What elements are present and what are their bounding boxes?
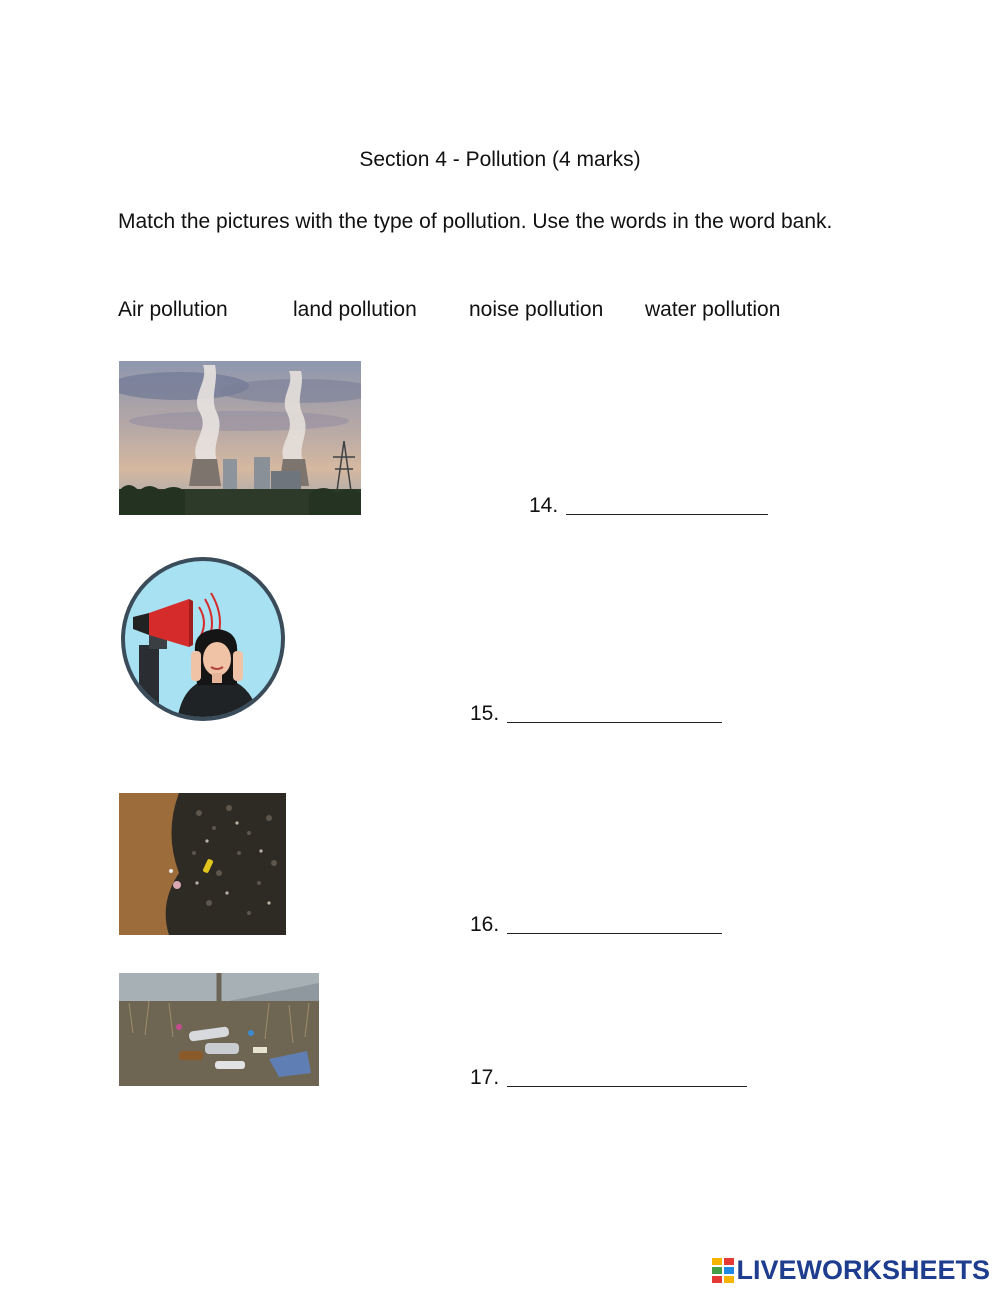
roadside-litter-image (119, 973, 319, 1086)
word-bank-noise: noise pollution (469, 298, 604, 321)
answer-14-input[interactable] (566, 496, 768, 515)
word-bank-air: Air pollution (118, 298, 228, 321)
power-plant-smokestacks-image (119, 361, 361, 515)
question-16-number: 16. (470, 913, 500, 936)
question-15 (470, 702, 722, 726)
question-17-number: 17. (470, 1066, 500, 1089)
question-17 (470, 1066, 747, 1090)
logo-text: LIVEWORKSHEETS (736, 1255, 990, 1285)
section-title: Section 4 - Pollution (4 marks) (359, 148, 641, 171)
word-bank-water: water pollution (645, 298, 781, 321)
question-14-number: 14. (529, 494, 559, 517)
instructions: Match the pictures with the type of pollution. Use the words in the word bank. (118, 210, 833, 233)
logo-tiles-icon (712, 1258, 734, 1284)
answer-16-input[interactable] (507, 915, 722, 934)
question-14 (529, 494, 768, 518)
question-15-number: 15. (470, 702, 500, 725)
woman-covering-ears-megaphone-image (119, 555, 287, 723)
answer-15-input[interactable] (507, 704, 722, 723)
liveworksheets-logo (712, 1255, 990, 1286)
answer-17-input[interactable] (507, 1068, 747, 1087)
word-bank-land: land pollution (293, 298, 417, 321)
polluted-water-trash-image (119, 793, 286, 935)
question-16 (470, 913, 722, 937)
